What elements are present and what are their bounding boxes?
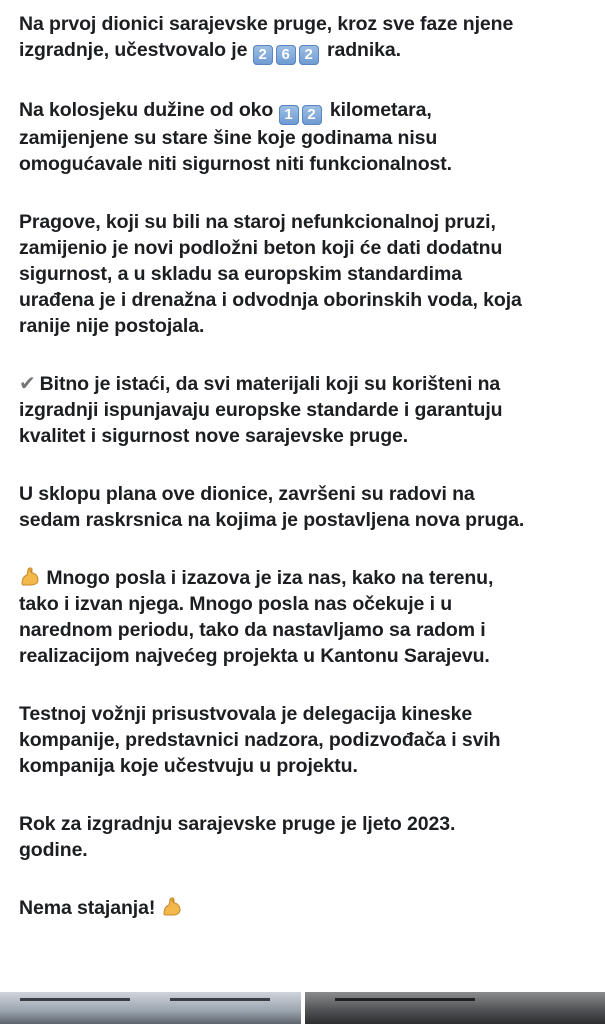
text-line: zamijenjene su stare šine koje godinama nisu (19, 127, 438, 149)
text-fragment: radnika. (321, 39, 401, 61)
text-line (19, 97, 589, 125)
text-line: Pragove, koji su bili na staroj nefunkcionalnoj pruzi, (19, 211, 496, 233)
text-fragment: izgradnje, učestvovalo je (19, 39, 253, 61)
text-line: zamijenio je novi podložni beton koji će dati dodatnu (19, 237, 503, 259)
text-line: tako i izvan njega. Mnogo posla nas očekuje i u (19, 593, 453, 615)
photo-gallery[interactable] (0, 992, 605, 1024)
text-line: sedam raskrsnica na kojima je postavljena nova pruga. (19, 509, 525, 531)
text-line: godine. (19, 839, 88, 861)
check-mark-icon: ✔ (19, 373, 36, 395)
keycap-digit-icon: 2 (302, 105, 322, 125)
text-line (19, 565, 589, 591)
photo-detail (20, 998, 130, 1001)
text-line: urađena je i drenažna i odvodnja oborinskih voda, koja (19, 289, 522, 311)
text-line: izgradnji ispunjavaju europske standarde i garantuju (19, 399, 503, 421)
paragraph-crossings (19, 481, 589, 533)
photo-detail (335, 998, 475, 1001)
paragraph-workers (19, 11, 589, 65)
paragraph-test-ride (19, 701, 589, 779)
paragraph-track-length (19, 97, 589, 177)
text-fragment: Na kolosjeku dužine od oko (19, 99, 279, 121)
text-line: sigurnost, a u skladu sa europskim standardima (19, 263, 462, 285)
text-line: omogućavale niti sigurnost niti funkcionalnost. (19, 153, 453, 175)
text-fragment: Nema stajanja! (19, 897, 156, 919)
post-body (19, 11, 589, 953)
paragraph-deadline (19, 811, 589, 863)
text-line: Na prvoj dionici sarajevske pruge, kroz sve faze njene (19, 13, 514, 35)
keycap-digit-icon: 2 (253, 45, 273, 65)
photo-detail (170, 998, 270, 1001)
text-line: U sklopu plana ove dionice, završeni su radovi na (19, 483, 475, 505)
text-line (19, 37, 589, 65)
text-line: Rok za izgradnju sarajevske pruge je ljeto 2023. (19, 813, 456, 835)
text-fragment: Bitno je istaći, da svi materijali koji su korišteni na (39, 373, 501, 395)
text-line: kvalitet i sigurnost nove sarajevske pruge. (19, 425, 409, 447)
text-line (19, 371, 589, 397)
text-line: Testnoj vožnji prisustvovala je delegacija kineske (19, 703, 473, 725)
flexed-biceps-icon (161, 895, 183, 917)
keycap-digit-icon: 2 (299, 45, 319, 65)
keycap-digit-icon: 1 (279, 105, 299, 125)
text-line: realizacijom najvećeg projekta u Kantonu Sarajevu. (19, 645, 490, 667)
text-fragment: Mnogo posla i izazova je iza nas, kako na terenu, (46, 567, 494, 589)
keycap-digit-icon: 6 (276, 45, 296, 65)
paragraph-closing (19, 895, 589, 921)
post-photo[interactable] (305, 992, 605, 1024)
text-line (19, 895, 589, 921)
text-line: kompanije, predstavnici nadzora, podizvođača i svih (19, 729, 501, 751)
paragraph-sleepers (19, 209, 589, 339)
paragraph-work-ahead (19, 565, 589, 669)
post-photo[interactable] (0, 992, 301, 1024)
text-fragment: kilometara, (324, 99, 432, 121)
text-line: narednom periodu, tako da nastavljamo sa radom i (19, 619, 486, 641)
paragraph-materials (19, 371, 589, 449)
text-line: ranije nije postojala. (19, 315, 205, 337)
flexed-biceps-icon (19, 565, 41, 587)
text-line: kompanija koje učestvuju u projektu. (19, 755, 358, 777)
